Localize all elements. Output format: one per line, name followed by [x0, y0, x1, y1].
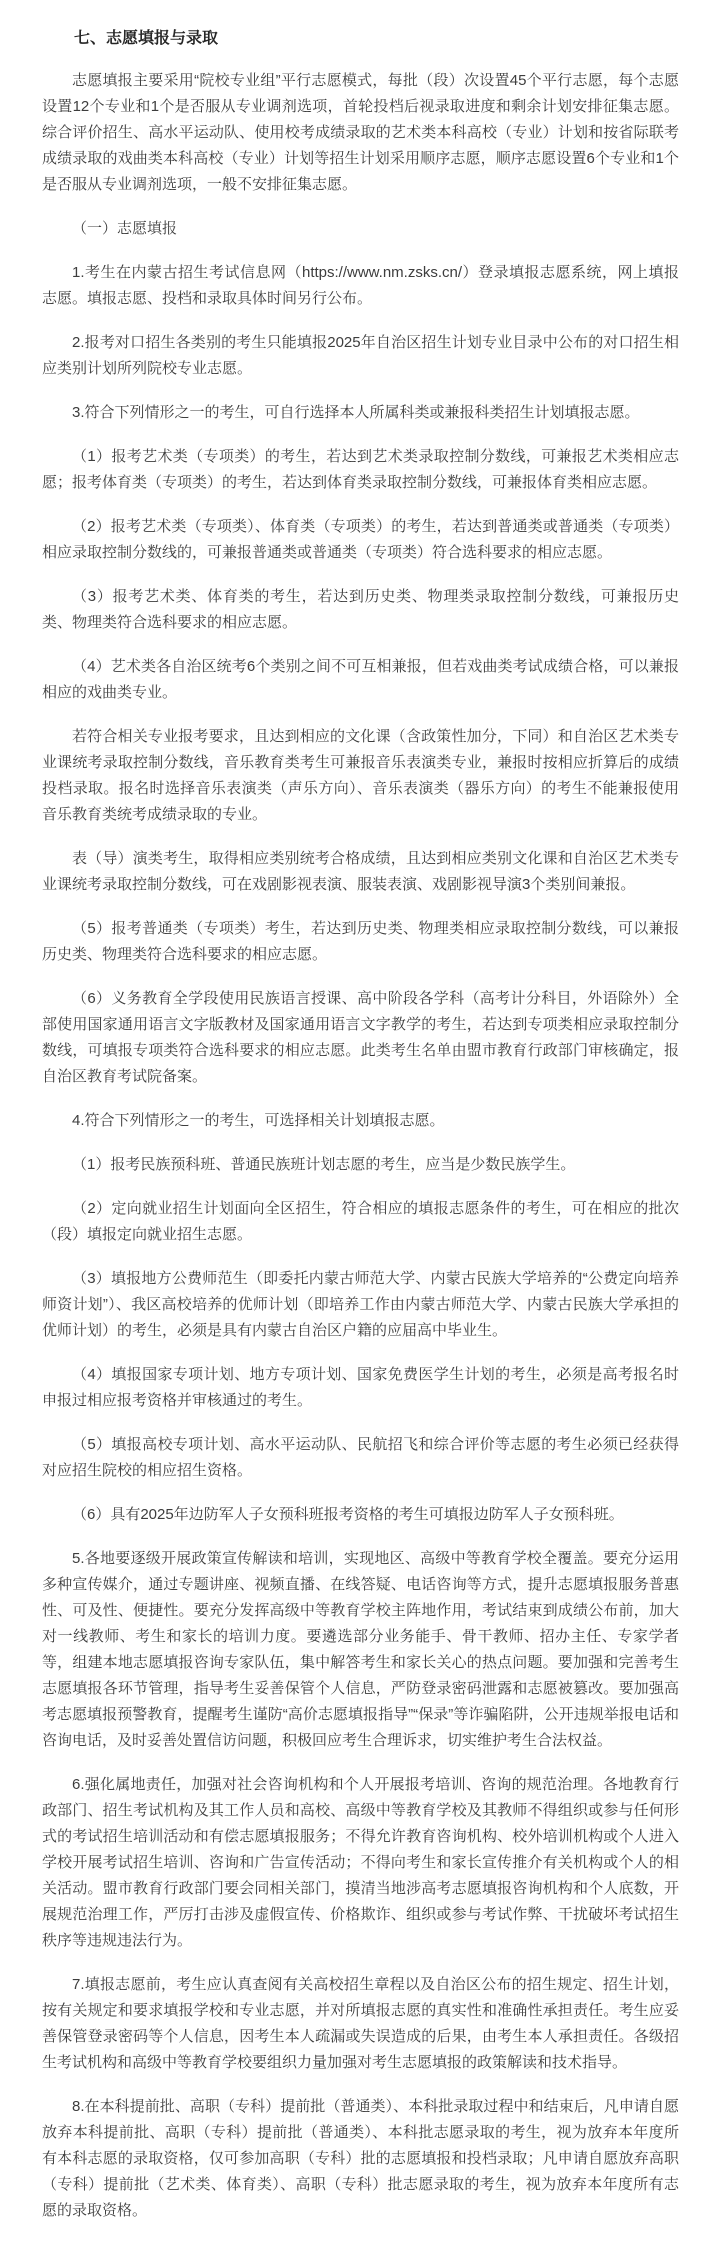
paragraph: 7.填报志愿前，考生应认真查阅有关高校招生章程以及自治区公布的招生规定、招生计划，按有关规定和要求填报学校和专业志愿，并对所填报志愿的真实性和准确性承担责任。考生应妥善保管登录密码等个人信息，因考生本人疏漏或失误造成的后果，由考生本人承担责任。各级招生考试机构和高级中等教育学校要组织力量加强对考生志愿填报的政策解读和技术指导。: [42, 1976, 679, 2071]
paragraph: （2）报考艺术类（专项类）、体育类（专项类）的考生，若达到普通类或普通类（专项类）相应录取控制分数线的，可兼报普通类或普通类（专项类）符合选科要求的相应志愿。: [42, 518, 679, 561]
paragraph: （2）定向就业招生计划面向全区招生，符合相应的填报志愿条件的考生，可在相应的批次（段）填报定向就业招生志愿。: [42, 1200, 679, 1243]
paragraph: （3）报考艺术类、体育类的考生，若达到历史类、物理类录取控制分数线，可兼报历史类、物理类符合选科要求的相应志愿。: [42, 588, 679, 631]
paragraph: 志愿填报主要采用“院校专业组”平行志愿模式，每批（段）次设置45个平行志愿，每个志愿设置12个专业和1个是否服从专业调剂选项，首轮投档后视录取进度和剩余计划安排征集志愿。综合评价招生、高水平运动队、使用校考成绩录取的艺术类本科高校（专业）计划和按省际联考成绩录取的戏曲类本科高校（专业）计划等招生计划采用顺序志愿，顺序志愿设置6个专业和1个是否服从专业调剂选项，一般不安排征集志愿。: [42, 72, 679, 193]
paragraph: 4.符合下列情形之一的考生，可选择相关计划填报志愿。: [72, 1112, 445, 1129]
section-title: 七、志愿填报与录取: [74, 30, 219, 47]
paragraph: （3）填报地方公费师范生（即委托内蒙古师范大学、内蒙古民族大学培养的“公费定向培养师资计划”）、我区高校培养的优师计划（即培养工作由内蒙古师范大学、内蒙古民族大学承担的优师计划）的考生，必须是具有内蒙古自治区户籍的应届高中毕业生。: [42, 1270, 679, 1339]
paragraph: （5）填报高校专项计划、高水平运动队、民航招飞和综合评价等志愿的考生必须已经获得对应招生院校的相应招生资格。: [42, 1436, 679, 1479]
paragraph: （4）艺术类各自治区统考6个类别之间不可互相兼报，但若戏曲类考试成绩合格，可以兼报相应的戏曲类专业。: [42, 658, 679, 701]
paragraph: 5.各地要逐级开展政策宣传解读和培训，实现地区、高级中等教育学校全覆盖。要充分运用多种宣传媒介，通过专题讲座、视频直播、在线答疑、电话咨询等方式，提升志愿填报服务普惠性、可及性、便捷性。要充分发挥高级中等教育学校主阵地作用，考试结束到成绩公布前，加大对一线教师、考生和家长的培训力度。要遴选部分业务能手、骨干教师、招办主任、专家学者等，组建本地志愿填报咨询专家队伍，集中解答考生和家长关心的热点问题。要加强和完善考生志愿填报各环节管理，指导考生妥善保管个人信息，严防登录密码泄露和志愿被篡改。要加强高考志愿填报预警教育，提醒考生谨防“高价志愿填报指导”“保录”等诈骗陷阱，公开违规举报电话和咨询电话，及时妥善处置信访问题，积极回应考生合理诉求，切实维护考生合法权益。: [42, 1550, 679, 1749]
paragraph: （5）报考普通类（专项类）考生，若达到历史类、物理类相应录取控制分数线，可以兼报历史类、物理类符合选科要求的相应志愿。: [42, 920, 679, 963]
paragraph: （6）具有2025年边防军人子女预科班报考资格的考生可填报边防军人子女预科班。: [72, 1506, 624, 1523]
paragraph: 8.在本科提前批、高职（专科）提前批（普通类）、本科批录取过程中和结束后，凡申请自愿放弃本科提前批、高职（专科）提前批（普通类）、本科批志愿录取的考生，视为放弃本年度所有本科志愿的录取资格，仅可参加高职（专科）批的志愿填报和投档录取；凡申请自愿放弃高职（专科）提前批（艺术类、体育类）、高职（专科）批志愿录取的考生，视为放弃本年度所有志愿的录取资格。: [42, 2098, 679, 2219]
paragraph: （4）填报国家专项计划、地方专项计划、国家免费医学生计划的考生，必须是高考报名时申报过相应报考资格并审核通过的考生。: [42, 1366, 679, 1409]
paragraph: （6）义务教育全学段使用民族语言授课、高中阶段各学科（高考计分科目，外语除外）全部使用国家通用语言文字版教材及国家通用语言文字教学的考生，若达到专项类相应录取控制分数线，可填报专项类符合选科要求的相应志愿。此类考生名单由盟市教育行政部门审核确定，报自治区教育考试院备案。: [42, 990, 679, 1085]
subsection-heading: （一）志愿填报: [72, 220, 178, 237]
paragraph: 若符合相关专业报考要求，且达到相应的文化课（含政策性加分，下同）和自治区艺术类专业课统考录取控制分数线，音乐教育类考生可兼报音乐表演类专业，兼报时按相应折算后的成绩投档录取。报名时选择音乐表演类（声乐方向）、音乐表演类（器乐方向）的考生不能兼报使用音乐教育类统考成绩录取的专业。: [42, 728, 679, 823]
article-body: [42, 68, 679, 2224]
paragraph: 2.报考对口招生各类别的考生只能填报2025年自治区招生计划专业目录中公布的对口招生相应类别计划所列院校专业志愿。: [42, 334, 679, 377]
paragraph: 表（导）演类考生，取得相应类别统考合格成绩，且达到相应类别文化课和自治区艺术类专业课统考录取控制分数线，可在戏剧影视表演、服装表演、戏剧影视导演3个类别间兼报。: [42, 850, 679, 893]
paragraph: （1）报考艺术类（专项类）的考生，若达到艺术类录取控制分数线，可兼报艺术类相应志愿；报考体育类（专项类）的考生，若达到体育类录取控制分数线，可兼报体育类相应志愿。: [42, 448, 679, 491]
paragraph: 6.强化属地责任，加强对社会咨询机构和个人开展报考培训、咨询的规范治理。各地教育行政部门、招生考试机构及其工作人员和高校、高级中等教育学校及其教师不得组织或参与任何形式的考试招生培训活动和有偿志愿填报服务；不得允许教育咨询机构、校外培训机构或个人进入学校开展考试招生培训、咨询和广告宣传活动；不得向考生和家长宣传推介有关机构或个人的相关活动。盟市教育行政部门要会同相关部门，摸清当地涉高考志愿填报咨询机构和个人底数，开展规范治理工作，严厉打击涉及虚假宣传、价格欺诈、组织或参与考试作弊、干扰破坏考试招生秩序等违规违法行为。: [42, 1776, 679, 1949]
paragraph: 3.符合下列情形之一的考生，可自行选择本人所属科类或兼报科类招生计划填报志愿。: [72, 404, 640, 421]
paragraph: （1）报考民族预科班、普通民族班计划志愿的考生，应当是少数民族学生。: [72, 1156, 576, 1173]
paragraph: 1.考生在内蒙古招生考试信息网（https://www.nm.zsks.cn/）登录填报志愿系统，网上填报志愿。填报志愿、投档和录取具体时间另行公布。: [42, 264, 679, 307]
